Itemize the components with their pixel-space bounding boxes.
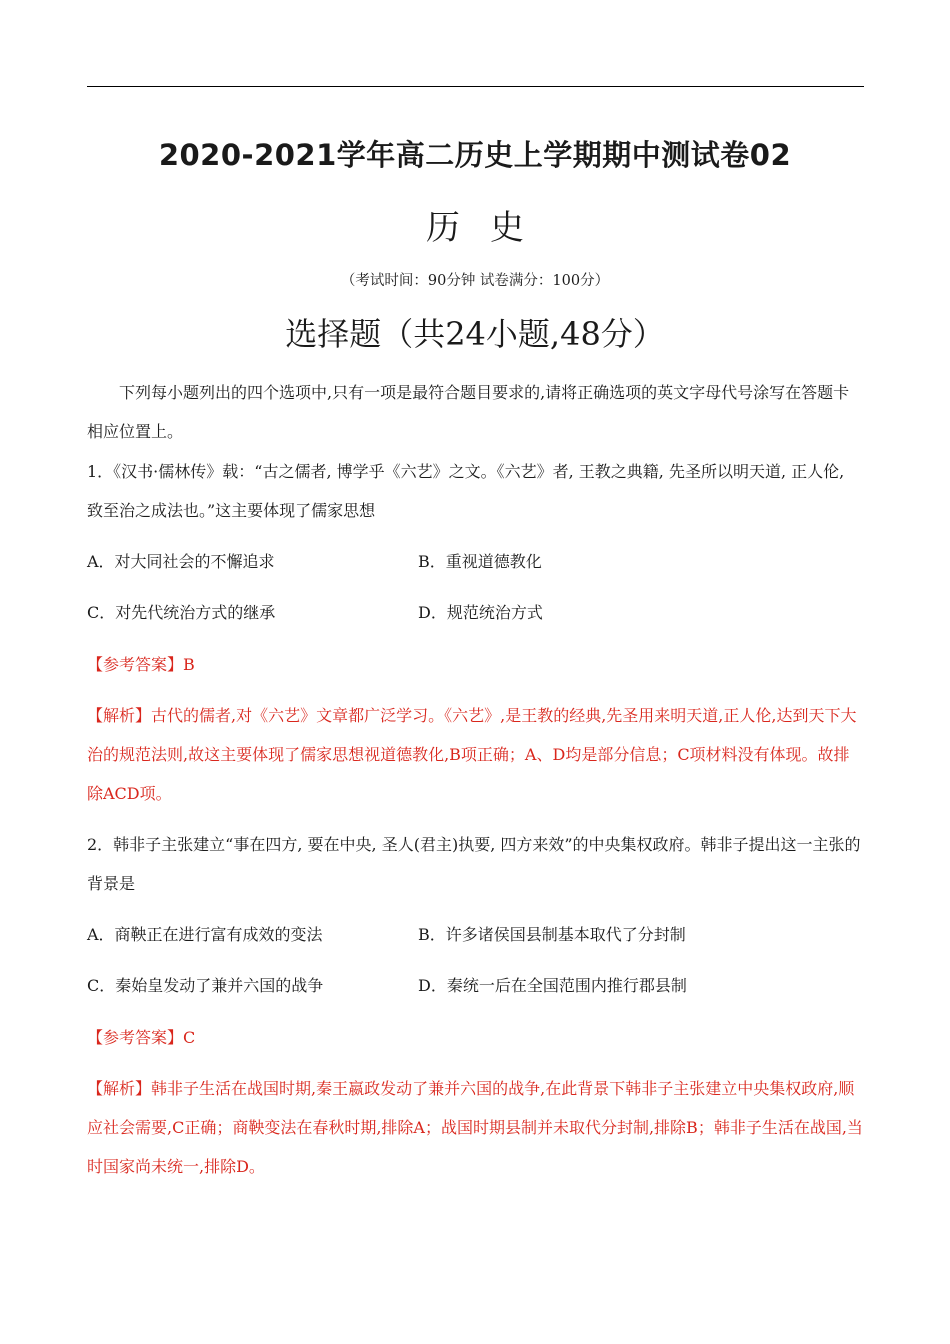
- section-instruction: 下列每小题列出的四个选项中,只有一项是最符合题目要求的,请将正确选项的英文字母代号涂写在答题卡相应位置上。: [87, 383, 850, 441]
- document-title: 2020-2021学年高二历史上学期期中测试卷02: [158, 138, 792, 172]
- question-options: [87, 542, 865, 644]
- question-stem: 2．韩非子主张建立“事在四方, 要在中央, 圣人(君主)执要, 四方来效”的中央集权政府。韩非子提出这一主张的背景是: [87, 835, 861, 893]
- analysis-label: 【解析】: [87, 1079, 152, 1098]
- analysis: [87, 1069, 865, 1186]
- exam-info: （考试时间：90分钟 试卷满分：100分）: [340, 273, 610, 289]
- question-spacer: [87, 813, 865, 825]
- question-stem: 1．《汉书·儒林传》载：“古之儒者, 博学乎《六艺》之文。《六艺》者, 王教之典籍, 先圣所以明天道, 正人伦, 致至治之成法也。”这主要体现了儒家思想: [87, 462, 845, 520]
- question-2: [87, 825, 865, 1186]
- answer-value: B: [183, 655, 195, 674]
- answer-value: C: [183, 1028, 196, 1047]
- analysis-text: 韩非子生活在战国时期,秦王嬴政发动了兼并六国的战争,在此背景下韩非子主张建立中央集权政府,顺应社会需要,C正确；商鞅变法在春秋时期,排除A；战国时期县制并未取代分封制,排除B；韩非子生活在战国,当时国家尚未统一,排除D。: [87, 1079, 863, 1176]
- reference-answer: [87, 645, 865, 684]
- reference-answer: [87, 1018, 865, 1057]
- analysis-text: 古代的儒者,对《六艺》文章都广泛学习。《六艺》,是王教的经典,先圣用来明天道,正人伦,达到天下大治的规范法则,故这主要体现了儒家思想视道德教化,B项正确；A、D均是部分信息；C项材料没有体现。故排除ACD项。: [87, 706, 857, 803]
- option-a: A．对大同社会的不懈追求: [87, 552, 275, 571]
- option-c: C．对先代统治方式的继承: [87, 603, 276, 622]
- header-rule: [87, 86, 864, 87]
- option-b: B．许多诸侯国县制基本取代了分封制: [418, 925, 686, 944]
- analysis-label: 【解析】: [87, 706, 152, 725]
- section-title: 选择题（共24小题,48分）: [285, 315, 665, 353]
- option-b: B．重视道德教化: [418, 552, 542, 571]
- document-body: [87, 373, 865, 1186]
- option-d: D．秦统一后在全国范围内推行郡县制: [418, 976, 687, 995]
- question-1: [87, 452, 865, 813]
- analysis: [87, 696, 865, 813]
- answer-label: 【参考答案】: [87, 1028, 184, 1047]
- option-c: C．秦始皇发动了兼并六国的战争: [87, 976, 324, 995]
- subject-heading: 历史: [426, 208, 554, 248]
- answer-label: 【参考答案】: [87, 655, 184, 674]
- option-d: D．规范统治方式: [418, 603, 543, 622]
- option-a: A．商鞅正在进行富有成效的变法: [87, 925, 323, 944]
- question-options: [87, 915, 865, 1017]
